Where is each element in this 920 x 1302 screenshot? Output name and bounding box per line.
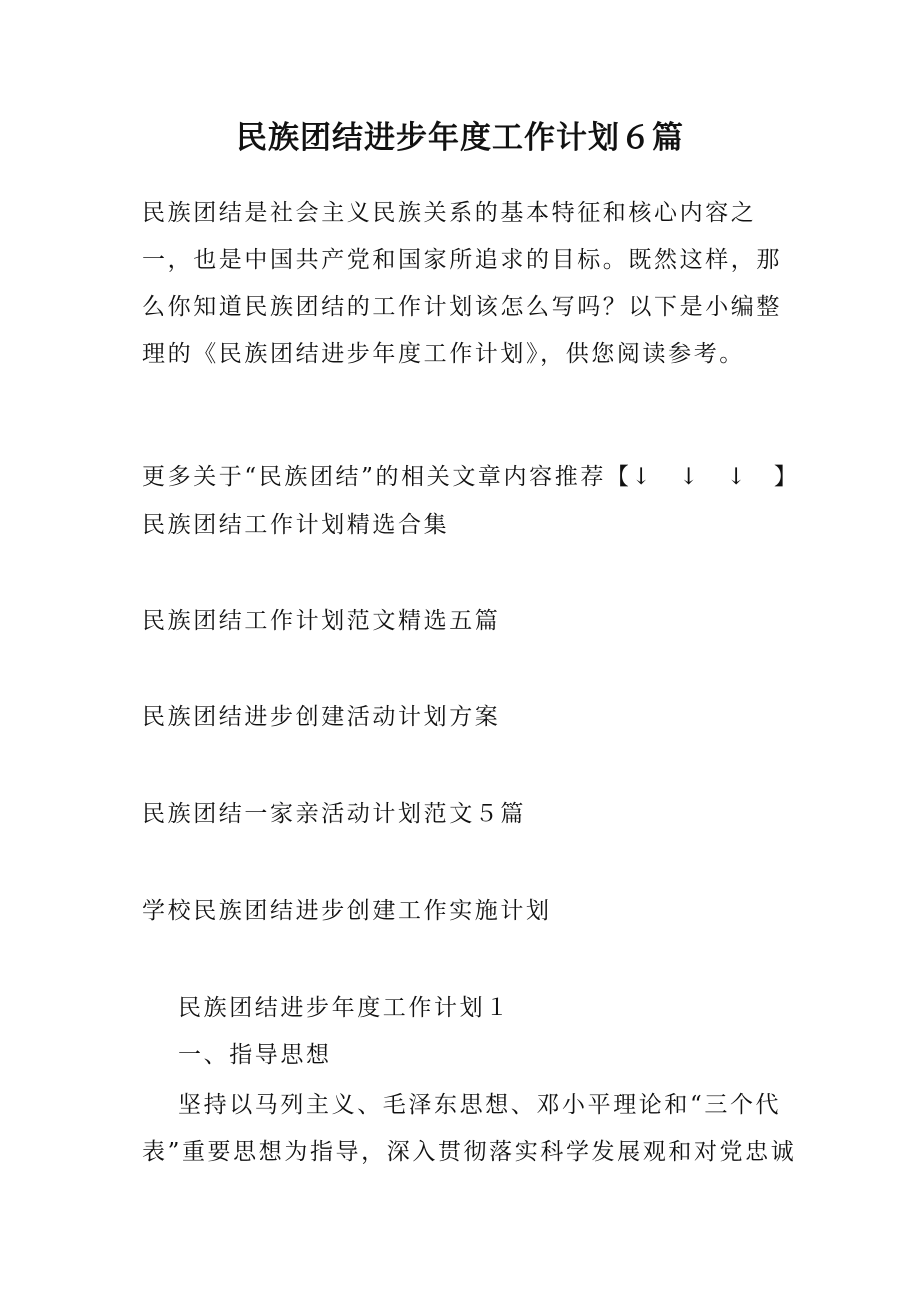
related-link-4[interactable]: 民族团结一家亲活动计划范文５篇: [142, 801, 526, 827]
intro-paragraph: 民族团结是社会主义民族关系的基本特征和核心内容之一，也是中国共产党和国家所追求的目标。既然这样，那么你知道民族团结的工作计划该怎么写吗？以下是小编整理的《民族团结进步年度工作计划》，供您阅读参考。: [142, 200, 782, 367]
subsection-title: 一、指导思想: [178, 1042, 332, 1068]
related-link-5[interactable]: 学校民族团结进步创建工作实施计划: [142, 898, 552, 924]
related-link-1[interactable]: 民族团结工作计划精选合集: [142, 512, 450, 538]
body-line-2: 表”重要思想为指导，深入贯彻落实科学发展观和对党忠诚: [142, 1139, 797, 1165]
related-link-3[interactable]: 民族团结进步创建活动计划方案: [142, 704, 501, 730]
more-articles-heading: 更多关于“民族团结”的相关文章内容推荐【↓ ↓ ↓ 】: [142, 464, 800, 490]
related-link-2[interactable]: 民族团结工作计划范文精选五篇: [142, 608, 501, 634]
body-line-1: 坚持以马列主义、毛泽东思想、邓小平理论和“三个代: [178, 1092, 782, 1118]
page-title: 民族团结进步年度工作计划６篇: [236, 120, 684, 156]
section-title: 民族团结进步年度工作计划１: [178, 995, 511, 1021]
